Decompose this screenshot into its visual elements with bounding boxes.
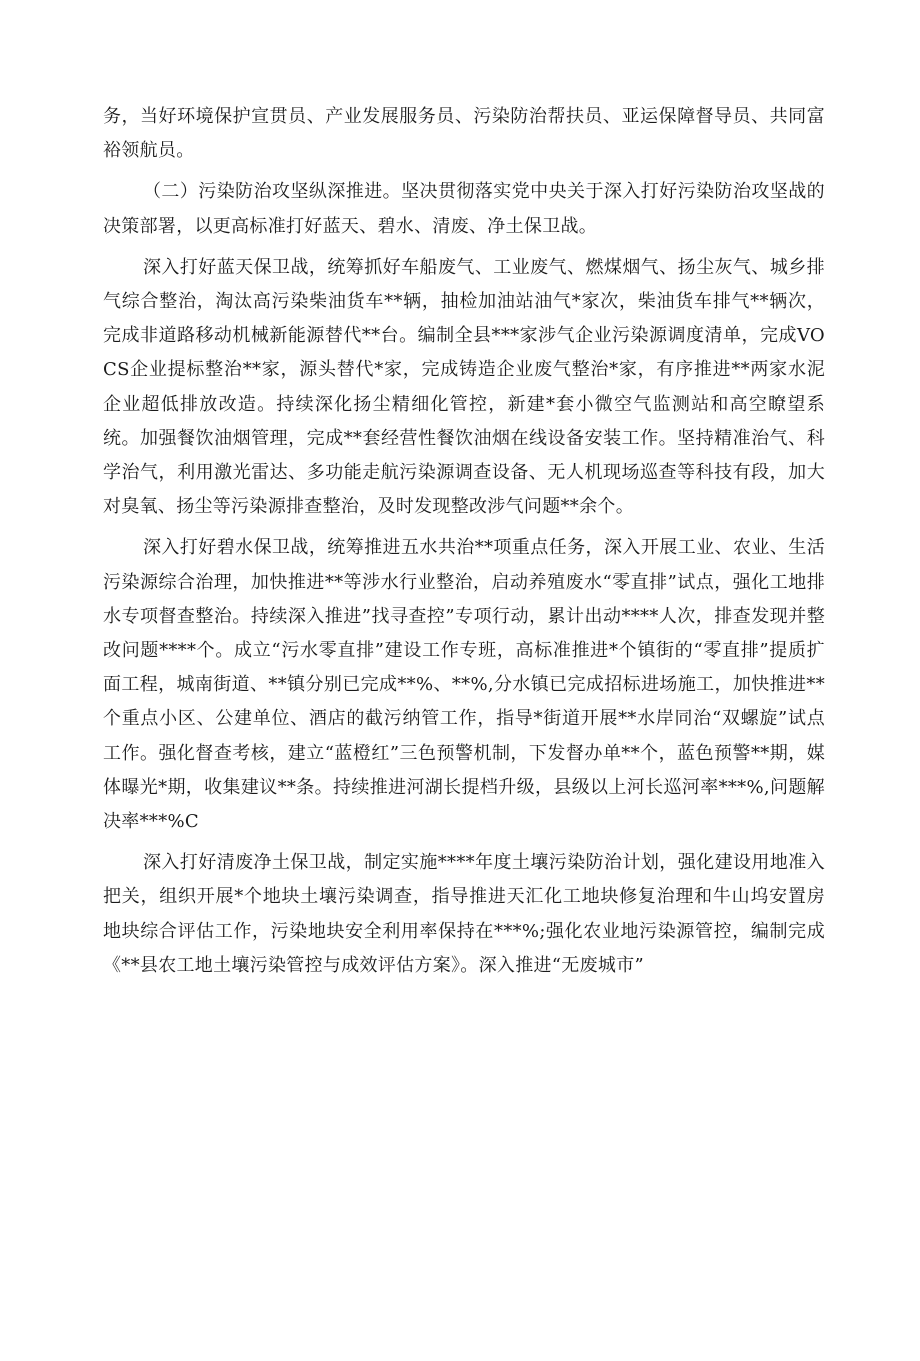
paragraph-section-heading: （二）污染防治攻坚纵深推进。坚决贯彻落实党中央关于深入打好污染防治攻坚战的决策部署，以更高标准打好蓝天、碧水、清废、净土保卫战。 [103,181,825,237]
paragraph-continuation: 务，当好环境保护宣贯员、产业发展服务员、污染防治帮扶员、亚运保障督导员、共同富裕领航员。 [103,106,825,162]
paragraph-clear-water: 深入打好碧水保卫战，统筹推进五水共治**项重点任务，深入开展工业、农业、生活污染源综合治理，加快推进**等涉水行业整治，启动养殖废水“零直排”试点，强化工地排水专项督查整治。持续深入推进”找寻查控”专项行动，累计出动****人次，排查发现并整改问题****个。成立“污水零直排”建设工作专班，高标准推进*个镇街的“零直排”提质扩面工程，城南街道、**镇分别已完成**%、**%,分水镇已完成招标进场施工，加快推进**个重点小区、公建单位、酒店的截污纳管工作，指导*街道开展**水岸同治“双螺旋”试点工作。强化督查考核，建立“蓝橙红”三色预警机制，下发督办单**个，蓝色预警**期，媒体曝光*期，收集建议**条。持续推进河湖长提档升级，县级以上河长巡河率***%,问题解决率***%C [103,537,825,833]
paragraph-clean-soil: 深入打好清废净土保卫战，制定实施****年度土壤污染防治计划，强化建设用地准入把关，组织开展*个地块土壤污染调查，指导推进天汇化工地块修复治理和牛山坞安置房地块综合评估工作，污染地块安全利用率保持在***%;强化农业地污染源管控，编制完成《**县农工地土壤污染管控与成效评估方案》。深入推进“无废城市” [103,852,825,976]
document-page [103,100,825,990]
paragraph-blue-sky: 深入打好蓝天保卫战，统筹抓好车船废气、工业废气、燃煤烟气、扬尘灰气、城乡排气综合整治，淘汰高污染柴油货车**辆，抽检加油站油气*家次，柴油货车排气**辆次，完成非道路移动机械新能源替代**台。编制全县***家涉气企业污染源调度清单，完成VOCS企业提标整治**家，源头替代*家，完成铸造企业废气整治*家，有序推进**两家水泥企业超低排放改造。持续深化扬尘精细化管控，新建*套小微空气监测站和高空瞭望系统。加强餐饮油烟管理，完成**套经营性餐饮油烟在线设备安装工作。坚持精准治气、科学治气，利用激光雷达、多功能走航污染源调查设备、无人机现场巡查等科技有段，加大对臭氧、扬尘等污染源排查整治，及时发现整改涉气问题**余个。 [103,256,825,518]
